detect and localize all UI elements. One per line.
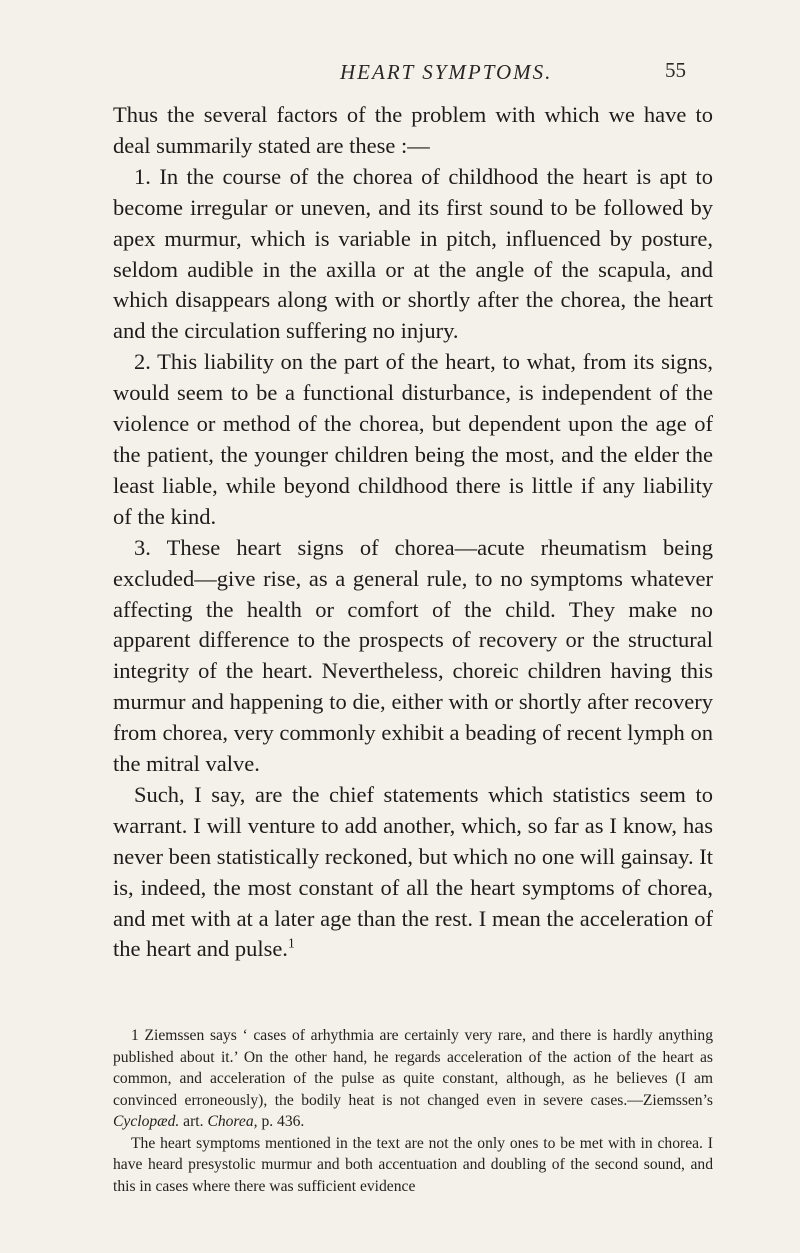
intro-paragraph: Thus the several factors of the problem with which we have to deal summarily stated are these :— [113,102,713,158]
cited-article: Chorea, [207,1113,258,1130]
running-head: HEART SYMPTOMS. [340,60,553,84]
closing-text: Such, I say, are the chief statements which statistics seem to warrant. I will venture to add another, which, so far as I know, has never been statistically reckoned, but which no one will gainsay. It is, indeed, the most constant of all the heart symptoms of chorea, and met with at a later age than the rest. I mean the acceleration of the heart and pulse. [113,781,713,962]
footnotes [113,1025,713,1197]
page-number: 55 [665,58,686,82]
body-text [113,100,713,965]
numbered-item-1: 1. In the course of the chorea of childhood the heart is apt to become irregular or uneven, and its first sound to be followed by apex murmur, which is variable in pitch, influenced by posture, seldom audible in the axilla or at the angle of the scapula, and which disappears along with or shortly after the chorea, the heart and the circulation suffering no injury. [113,163,713,344]
numbered-item-2: 2. This liability on the part of the heart, to what, from its signs, would seem to be a functional disturbance, is independent of the violence or method of the chorea, but dependent upon the age of the patient, the younger children being the most, and the elder the least liable, while beyond childhood there is little if any liability of the kind. [113,349,713,529]
footnote-1-continued: The heart symptoms mentioned in the text are not the only ones to be met with in chorea. I have heard presystolic murmur and both accentuation and doubling of the second sound, and this in cases where there was sufficient evidence [113,1134,713,1195]
footnote-marker: 1 [287,935,295,951]
cited-work: Cyclopæd. [113,1113,180,1130]
numbered-item-3: 3. These heart signs of chorea—acute rheumatism being excluded—give rise, as a general rule, to no symptoms whatever affecting the health or comfort of the child. They make no apparent difference to the prospects of recovery or the structural integrity of the heart. Nevertheless, choreic children having this murmur and happening to die, either with or shortly after recovery from chorea, very commonly exhibit a beading of recent lymph on the mitral valve. [113,534,713,777]
closing-paragraph [113,780,713,965]
footnote-1: 1 Ziemssen says ‘ cases of arhythmia are certainly very rare, and there is hardly anything published about it.’ On the other hand, he regards acceleration of the action of the heart as common, and acceleration of the pulse as quite constant, although, as he believes (I am convinced erroneously), the bodily heat is not changed even in severe cases.—Ziemssen’s Cyclopæd. art. Chorea, p. 436. [113,1027,713,1130]
page-header [0,58,800,88]
